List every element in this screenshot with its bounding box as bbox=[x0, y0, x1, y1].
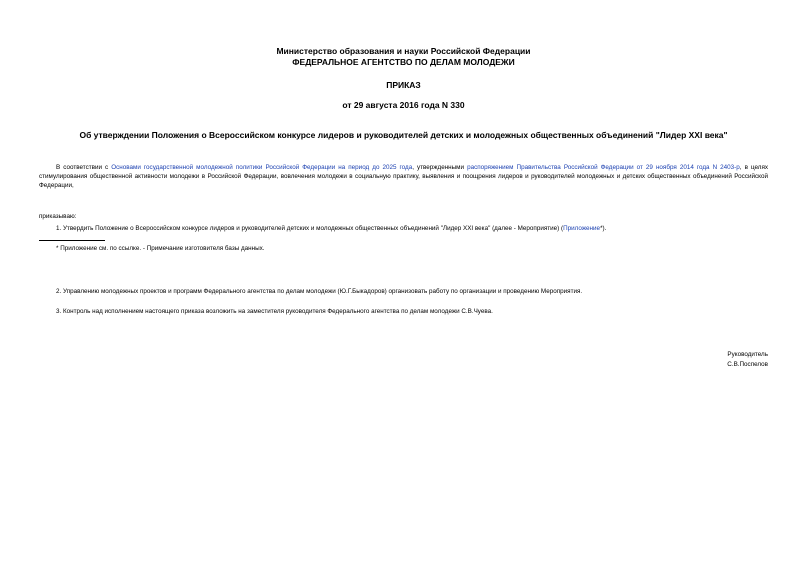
preamble-text-1: В соответствии с bbox=[56, 164, 112, 171]
document-title: Об утверждении Положения о Всероссийском конкурсе лидеров и руководителей детских и молодежных общественных объединений "Лидер XXI века" bbox=[79, 130, 728, 140]
order-item-3: 3. Контроль над исполнением настоящего приказа возложить на заместителя руководителя Федерального агентства по делам молодежи С.В.Чуева. bbox=[56, 308, 493, 315]
item-1-end: *). bbox=[600, 225, 607, 232]
signature-position: Руководитель bbox=[727, 351, 768, 358]
preamble-text-3: , в целях стимулирования общественной активности молодежи в Российской Федерации, вовлечения молодежи в социальную практику, выявления и поощрения лидеров и руководителей молодежных и детских общественных объединений Российской Федерации, bbox=[39, 164, 769, 189]
document-date-number: от 29 августа 2016 года N 330 bbox=[342, 100, 465, 110]
ministry-name: Министерство образования и науки Российской Федерации bbox=[276, 46, 531, 56]
signature-name: С.В.Поспелов bbox=[727, 361, 768, 368]
appendix-link[interactable]: Приложение bbox=[563, 225, 601, 232]
agency-name: ФЕДЕРАЛЬНОЕ АГЕНТСТВО ПО ДЕЛАМ МОЛОДЕЖИ bbox=[292, 57, 515, 67]
footnote: * Приложение см. по ссылке. - Примечание изготовителя базы данных. bbox=[56, 245, 265, 252]
item-1-text: 1. Утвердить Положение о Всероссийском конкурсе лидеров и руководителей детских и молодежных общественных объединений "Лидер XXI века" (далее - Мероприятие) ( bbox=[56, 225, 564, 232]
preamble-paragraph bbox=[39, 163, 768, 190]
order-item-2: 2. Управлению молодежных проектов и программ Федерального агентства по делам молодежи (Ю.Г.Быкадоров) организовать работу по организации и проведению Мероприятия. bbox=[56, 288, 583, 295]
basics-policy-link[interactable]: Основами государственной молодежной политики Российской Федерации на период до 2025 года bbox=[111, 164, 413, 171]
order-word: приказываю: bbox=[39, 213, 77, 220]
government-order-link[interactable]: распоряжением Правительства Российской Федерации от 29 ноября 2014 года N 2403-р bbox=[467, 164, 740, 171]
document-type: ПРИКАЗ bbox=[386, 80, 421, 90]
preamble-text-2: , утвержденными bbox=[412, 164, 468, 171]
order-item-1 bbox=[56, 224, 768, 233]
footnote-separator bbox=[39, 240, 105, 241]
